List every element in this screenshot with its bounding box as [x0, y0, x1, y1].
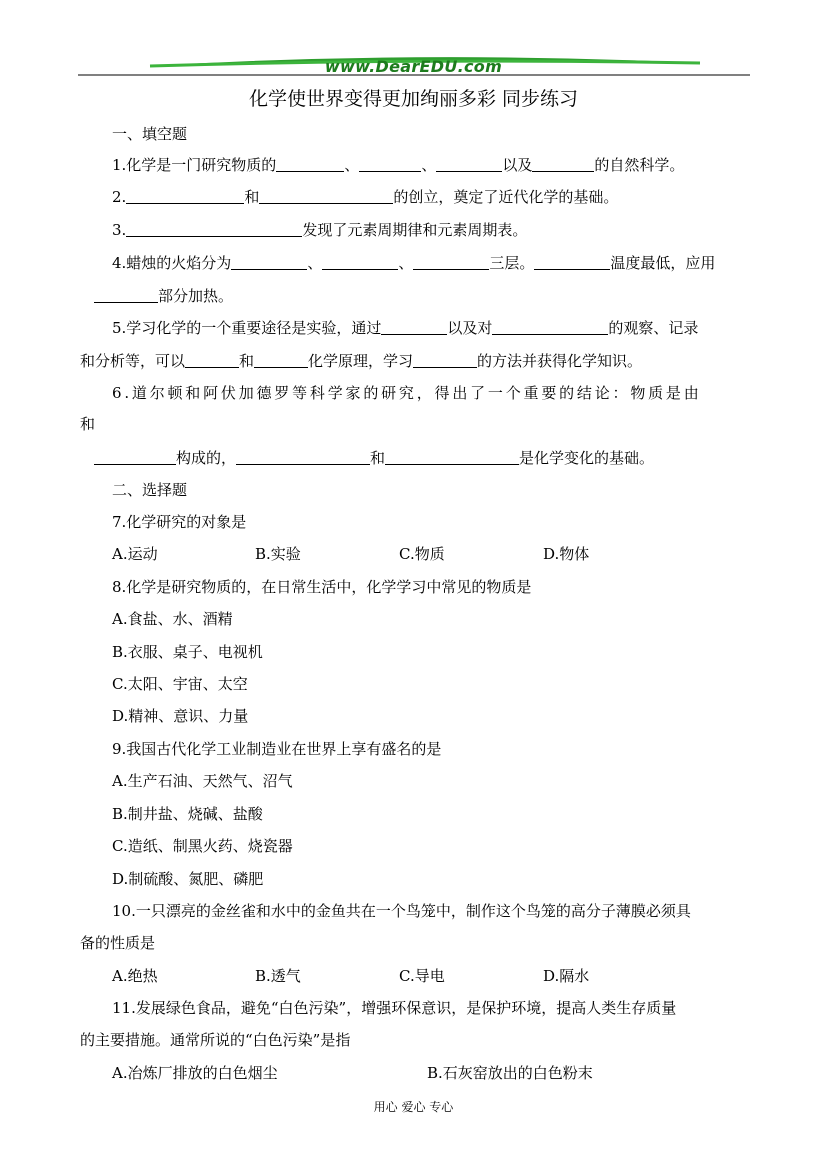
answer-blank[interactable] [322, 254, 398, 270]
option-b[interactable]: B.透气 [255, 967, 301, 985]
option-d[interactable]: D.制硫酸、氮肥、磷肥 [112, 870, 264, 888]
question-6: 6.道尔顿和阿伏加德罗等科学家的研究，得出了一个重要的结论：物质是由 [112, 384, 702, 402]
option-a[interactable]: A.绝热 [112, 967, 158, 985]
option-a[interactable]: A.食盐、水、酒精 [112, 610, 233, 628]
answer-blank[interactable] [381, 319, 447, 335]
option-d[interactable]: D.隔水 [543, 967, 590, 985]
site-url: www.DearEDU.com [324, 57, 503, 76]
option-d[interactable]: D.物体 [543, 545, 590, 563]
option-a[interactable]: A.冶炼厂排放的白色烟尘 [112, 1064, 278, 1082]
question-3: 3. 发现了元素周期律和元素周期表。 [112, 221, 528, 239]
section-choice-heading: 二、选择题 [112, 481, 188, 499]
option-a[interactable]: A.运动 [112, 545, 158, 563]
answer-blank[interactable] [185, 352, 239, 368]
question-10-cont: 备的性质是 [80, 934, 156, 952]
question-10: 10.一只漂亮的金丝雀和水中的金鱼共在一个鸟笼中，制作这个鸟笼的高分子薄膜必须具 [112, 902, 691, 920]
question-4: 4.蜡烛的火焰分为 、 、 三层。 温度最低，应用 [112, 254, 716, 272]
question-2: 2. 和 的创立，奠定了近代化学的基础。 [112, 188, 619, 206]
answer-blank[interactable] [413, 352, 477, 368]
question-1: 1.化学是一门研究物质的 、 、 以及 的自然科学。 [112, 156, 685, 174]
answer-blank[interactable] [436, 156, 502, 172]
answer-blank[interactable] [94, 287, 158, 303]
question-8: 8.化学是研究物质的，在日常生活中，化学学习中常见的物质是 [112, 578, 532, 596]
option-c[interactable]: C.太阳、宇宙、太空 [112, 675, 248, 693]
question-9: 9.我国古代化学工业制造业在世界上享有盛名的是 [112, 740, 442, 758]
option-b[interactable]: B.制井盐、烧碱、盐酸 [112, 805, 263, 823]
option-c[interactable]: C.物质 [399, 545, 445, 563]
answer-blank[interactable] [532, 156, 594, 172]
option-d[interactable]: D.精神、意识、力量 [112, 707, 249, 725]
page-header [0, 0, 827, 80]
answer-blank[interactable] [359, 156, 421, 172]
page-footer: 用心 爱心 专心 [373, 1100, 454, 1114]
answer-blank[interactable] [94, 449, 176, 465]
question-6-cont: 和 [80, 415, 96, 433]
answer-blank[interactable] [126, 221, 302, 237]
section-fill-blank-heading: 一、填空题 [112, 125, 188, 143]
answer-blank[interactable] [413, 254, 489, 270]
question-11: 11.发展绿色食品，避免“白色污染”，增强环保意识，是保护环境，提高人类生存质量 [112, 999, 677, 1017]
question-11-cont: 的主要措施。通常所说的“白色污染”是指 [80, 1031, 351, 1049]
page-title: 化学使世界变得更加绚丽多彩 同步练习 [248, 88, 579, 110]
answer-blank[interactable] [236, 449, 370, 465]
answer-blank[interactable] [259, 188, 393, 204]
option-c[interactable]: C.造纸、制黑火药、烧瓷器 [112, 837, 293, 855]
answer-blank[interactable] [385, 449, 519, 465]
option-b[interactable]: B.石灰窑放出的白色粉末 [427, 1064, 593, 1082]
answer-blank[interactable] [534, 254, 610, 270]
option-c[interactable]: C.导电 [399, 967, 445, 985]
answer-blank[interactable] [231, 254, 307, 270]
option-b[interactable]: B.衣服、桌子、电视机 [112, 643, 263, 661]
question-6-cont-2: 构成的， 和 是化学变化的基础。 [94, 448, 654, 468]
question-7: 7.化学研究的对象是 [112, 513, 247, 531]
question-5: 5.学习化学的一个重要途径是实验，通过 以及对 的观察、记录 [112, 319, 699, 337]
answer-blank[interactable] [254, 352, 308, 368]
answer-blank[interactable] [276, 156, 344, 172]
option-a[interactable]: A.生产石油、天然气、沼气 [112, 772, 293, 790]
option-b[interactable]: B.实验 [255, 545, 301, 563]
answer-blank[interactable] [126, 188, 244, 204]
answer-blank[interactable] [492, 319, 608, 335]
question-5-cont: 和分析等，可以 和 化学原理，学习 的方法并获得化学知识。 [80, 352, 643, 370]
question-4-cont: 部分加热。 [94, 286, 233, 306]
